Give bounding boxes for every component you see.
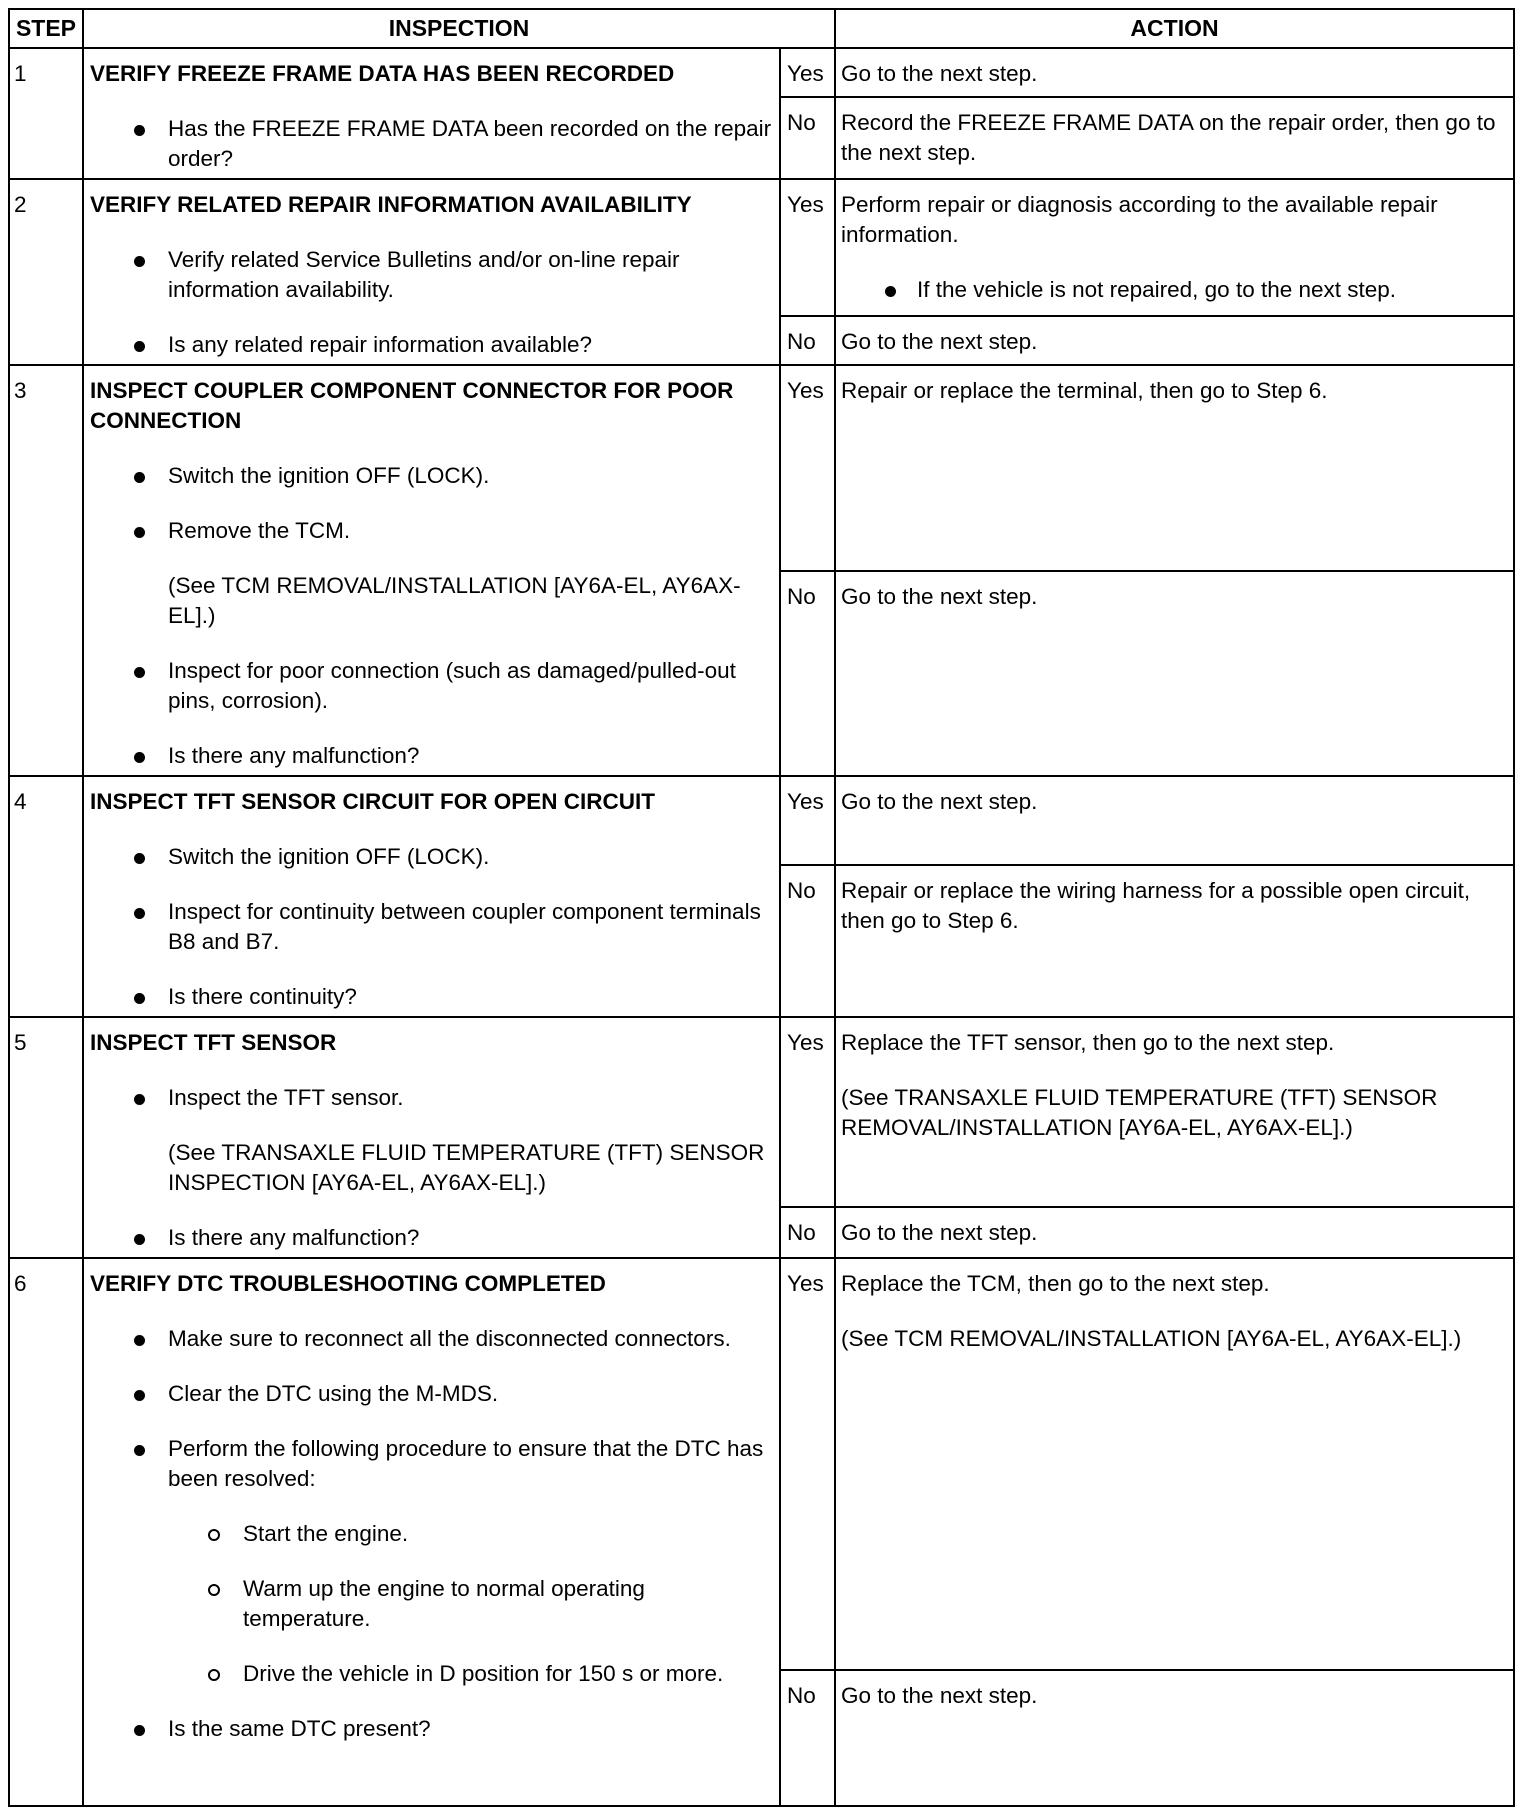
inspection-item: Make sure to reconnect all the disconnected connectors. [90, 1324, 773, 1354]
table-row [9, 365, 1514, 571]
inspection-title: VERIFY RELATED REPAIR INFORMATION AVAILABILITY [90, 192, 692, 217]
inspection-item: Inspect for continuity between coupler component terminals B8 and B7. [90, 897, 773, 957]
table-row [9, 1017, 1514, 1207]
yes-action: Replace the TFT sensor, then go to the next step. [841, 1030, 1335, 1055]
yes-action-cell [835, 179, 1514, 316]
header-inspection: INSPECTION [83, 9, 835, 48]
inspection-title: VERIFY DTC TROUBLESHOOTING COMPLETED [90, 1271, 606, 1296]
inspection-note: (See TRANSAXLE FLUID TEMPERATURE (TFT) SENSOR INSPECTION [AY6A-EL, AY6AX-EL].) [168, 1140, 765, 1195]
table-row [9, 48, 1514, 97]
inspection-title: VERIFY FREEZE FRAME DATA HAS BEEN RECORDED [90, 61, 675, 86]
yes-action-cell [835, 1017, 1514, 1207]
yes-action-note: (See TRANSAXLE FLUID TEMPERATURE (TFT) SENSOR REMOVAL/INSTALLATION [AY6A-EL, AY6AX-EL].) [841, 1085, 1438, 1140]
step-number: 2 [9, 179, 83, 365]
yes-label: Yes [780, 365, 835, 571]
yes-action-item: If the vehicle is not repaired, go to the next step. [841, 275, 1507, 305]
yes-action: Go to the next step. [835, 48, 1514, 97]
inspection-item: Switch the ignition OFF (LOCK). [90, 842, 773, 872]
inspection-item: Inspect for poor connection (such as damaged/pulled-out pins, corrosion). [90, 656, 773, 716]
inspection-cell [83, 365, 780, 776]
no-label: No [780, 571, 835, 776]
step-number: 5 [9, 1017, 83, 1258]
no-action: Go to the next step. [835, 571, 1514, 776]
yes-action: Repair or replace the terminal, then go to Step 6. [835, 365, 1514, 571]
step-number: 3 [9, 365, 83, 776]
no-action: Go to the next step. [835, 1207, 1514, 1258]
inspection-note: (See TCM REMOVAL/INSTALLATION [AY6A-EL, AY6AX-EL].) [168, 573, 741, 628]
inspection-item: Has the FREEZE FRAME DATA been recorded on the repair order? [90, 114, 773, 174]
inspection-cell [83, 776, 780, 1017]
inspection-cell [83, 1017, 780, 1258]
table-row [9, 776, 1514, 865]
inspection-item: Perform the following procedure to ensure that the DTC has been resolved: [90, 1434, 773, 1494]
table-row [9, 179, 1514, 316]
yes-action: Perform repair or diagnosis according to the available repair information. [841, 192, 1438, 247]
inspection-item: Is there any malfunction? [90, 1223, 773, 1253]
table-row [9, 1258, 1514, 1670]
yes-action: Go to the next step. [835, 776, 1514, 865]
step-number: 4 [9, 776, 83, 1017]
inspection-subitem: Start the engine. [90, 1519, 773, 1549]
inspection-cell [83, 48, 780, 179]
inspection-item: Inspect the TFT sensor. [90, 1083, 773, 1113]
inspection-item: Is there continuity? [90, 982, 773, 1012]
no-action: Go to the next step. [835, 1670, 1514, 1806]
header-action: ACTION [835, 9, 1514, 48]
no-action: Go to the next step. [835, 316, 1514, 365]
inspection-subitem: Warm up the engine to normal operating temperature. [90, 1574, 773, 1634]
inspection-cell [83, 1258, 780, 1806]
inspection-title: INSPECT TFT SENSOR [90, 1030, 337, 1055]
no-action: Record the FREEZE FRAME DATA on the repair order, then go to the next step. [835, 97, 1514, 179]
yes-label: Yes [780, 1017, 835, 1207]
inspection-item: Clear the DTC using the M-MDS. [90, 1379, 773, 1409]
yes-label: Yes [780, 776, 835, 865]
inspection-cell [83, 179, 780, 365]
yes-action: Replace the TCM, then go to the next step. [841, 1271, 1270, 1296]
no-label: No [780, 1670, 835, 1806]
inspection-item: Is there any malfunction? [90, 741, 773, 771]
step-number: 6 [9, 1258, 83, 1806]
yes-action-cell [835, 1258, 1514, 1670]
inspection-item: Remove the TCM. [90, 516, 773, 546]
no-label: No [780, 97, 835, 179]
diagnostic-procedure-table [8, 8, 1515, 1807]
yes-label: Yes [780, 179, 835, 316]
table-header-row [9, 9, 1514, 48]
no-label: No [780, 865, 835, 1017]
yes-action-note: (See TCM REMOVAL/INSTALLATION [AY6A-EL, AY6AX-EL].) [841, 1326, 1462, 1351]
yes-label: Yes [780, 48, 835, 97]
inspection-item: Is any related repair information available? [90, 330, 773, 360]
no-action: Repair or replace the wiring harness for a possible open circuit, then go to Step 6. [835, 865, 1514, 1017]
yes-label: Yes [780, 1258, 835, 1670]
inspection-item: Is the same DTC present? [90, 1714, 773, 1744]
no-label: No [780, 316, 835, 365]
step-number: 1 [9, 48, 83, 179]
procedure-page [8, 8, 1513, 1807]
header-step: STEP [9, 9, 83, 48]
inspection-title: INSPECT TFT SENSOR CIRCUIT FOR OPEN CIRCUIT [90, 789, 656, 814]
no-label: No [780, 1207, 835, 1258]
inspection-item: Verify related Service Bulletins and/or on-line repair information availability. [90, 245, 773, 305]
inspection-subitem: Drive the vehicle in D position for 150 s or more. [90, 1659, 773, 1689]
inspection-item: Switch the ignition OFF (LOCK). [90, 461, 773, 491]
inspection-title: INSPECT COUPLER COMPONENT CONNECTOR FOR POOR CONNECTION [90, 378, 734, 433]
